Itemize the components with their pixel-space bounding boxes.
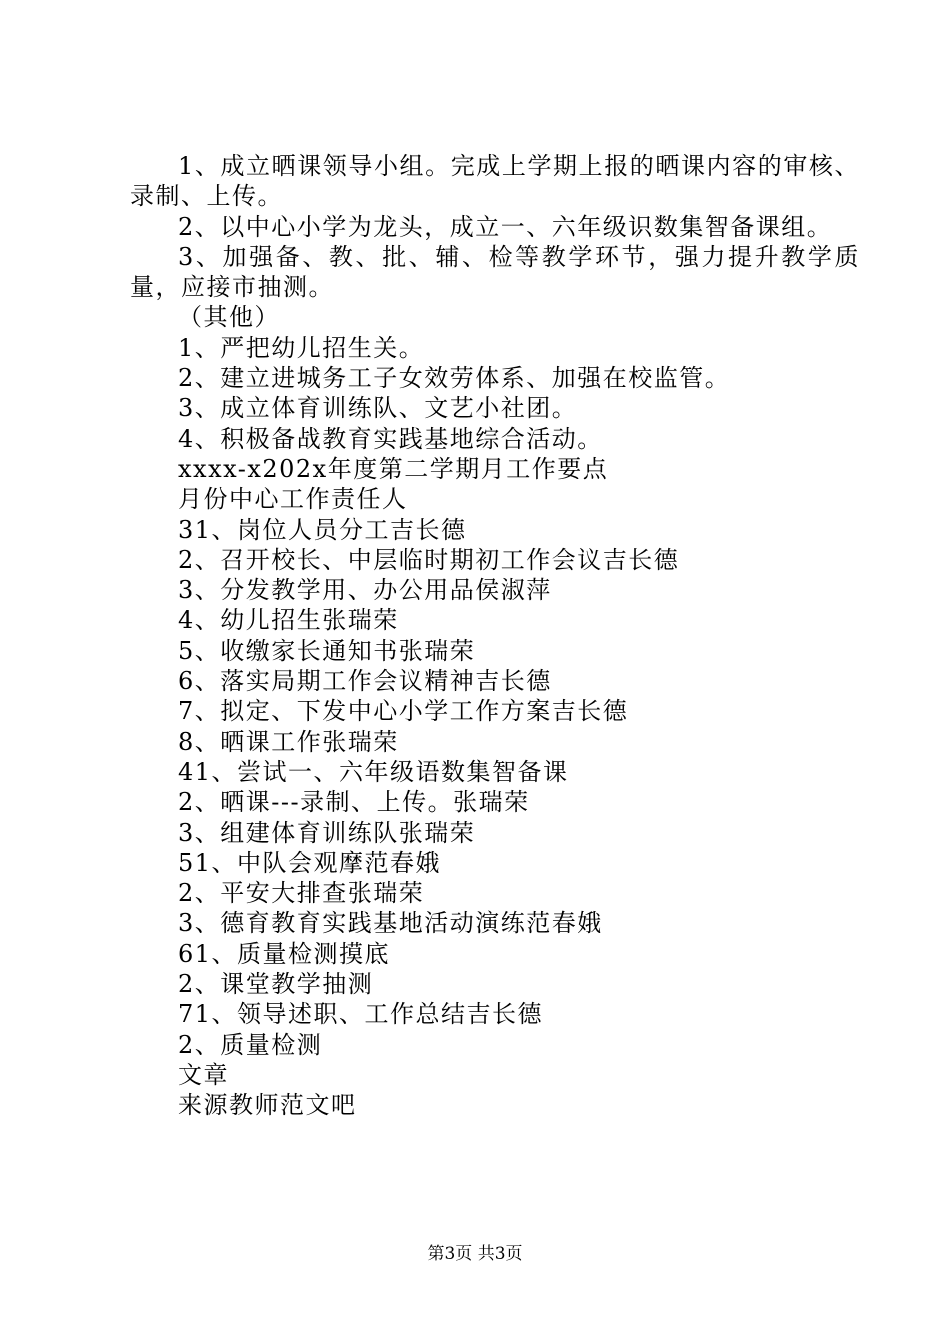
source-label: 文章 xyxy=(178,1060,229,1089)
paragraph: 2、以中心小学为龙头，成立一、六年级识数集智备课组。 xyxy=(178,212,833,241)
schedule-line: 6、落实局期工作会议精神吉长德 xyxy=(178,667,552,696)
page-number-footer: 第3页 共3页 xyxy=(427,1244,523,1264)
paragraph: 1、成立晒课领导小组。完成上学期上报的晒课内容的审核、录制、上传。 xyxy=(130,152,860,211)
schedule-line: 41、尝试一、六年级语数集智备课 xyxy=(178,757,569,786)
schedule-line: 4、幼儿招生张瑞荣 xyxy=(178,606,399,635)
table-header-line: 月份中心工作责任人 xyxy=(178,485,408,514)
paragraph: 4、积极备战教育实践基地综合活动。 xyxy=(178,424,603,453)
section-heading: xxxx-x202x年度第二学期月工作要点 xyxy=(178,454,609,483)
schedule-line: 31、岗位人员分工吉长德 xyxy=(178,515,467,544)
schedule-line: 2、召开校长、中层临时期初工作会议吉长德 xyxy=(178,545,680,574)
schedule-line: 2、质量检测 xyxy=(178,1030,323,1059)
schedule-line: 8、晒课工作张瑞荣 xyxy=(178,727,399,756)
source-line: 来源教师范文吧 xyxy=(178,1091,357,1120)
paragraph: 3、加强备、教、批、辅、检等教学环节，强力提升教学质量，应接市抽测。 xyxy=(130,242,860,302)
schedule-line: 7、拟定、下发中心小学工作方案吉长德 xyxy=(178,697,629,726)
paragraph: 3、成立体育训练队、文艺小社团。 xyxy=(178,394,578,423)
schedule-line: 5、收缴家长通知书张瑞荣 xyxy=(178,636,476,665)
schedule-line: 2、平安大排查张瑞荣 xyxy=(178,879,425,908)
paragraph: 2、建立进城务工子女效劳体系、加强在校监管。 xyxy=(178,364,731,393)
paragraph: 1、严把幼儿招生关。 xyxy=(178,333,425,362)
schedule-line: 3、分发教学用、办公用品侯淑萍 xyxy=(178,576,552,605)
schedule-line: 71、领导述职、工作总结吉长德 xyxy=(178,1000,544,1029)
schedule-line: 3、德育教育实践基地活动演练范春娥 xyxy=(178,909,603,938)
schedule-line: 61、质量检测摸底 xyxy=(178,939,391,968)
schedule-line: 3、组建体育训练队张瑞荣 xyxy=(178,818,476,847)
paragraph: （其他） xyxy=(178,303,280,332)
schedule-line: 2、课堂教学抽测 xyxy=(178,970,374,999)
schedule-line: 51、中队会观摩范春娥 xyxy=(178,848,442,877)
schedule-line: 2、晒课---录制、上传。张瑞荣 xyxy=(178,788,530,817)
document-body xyxy=(130,151,860,1121)
